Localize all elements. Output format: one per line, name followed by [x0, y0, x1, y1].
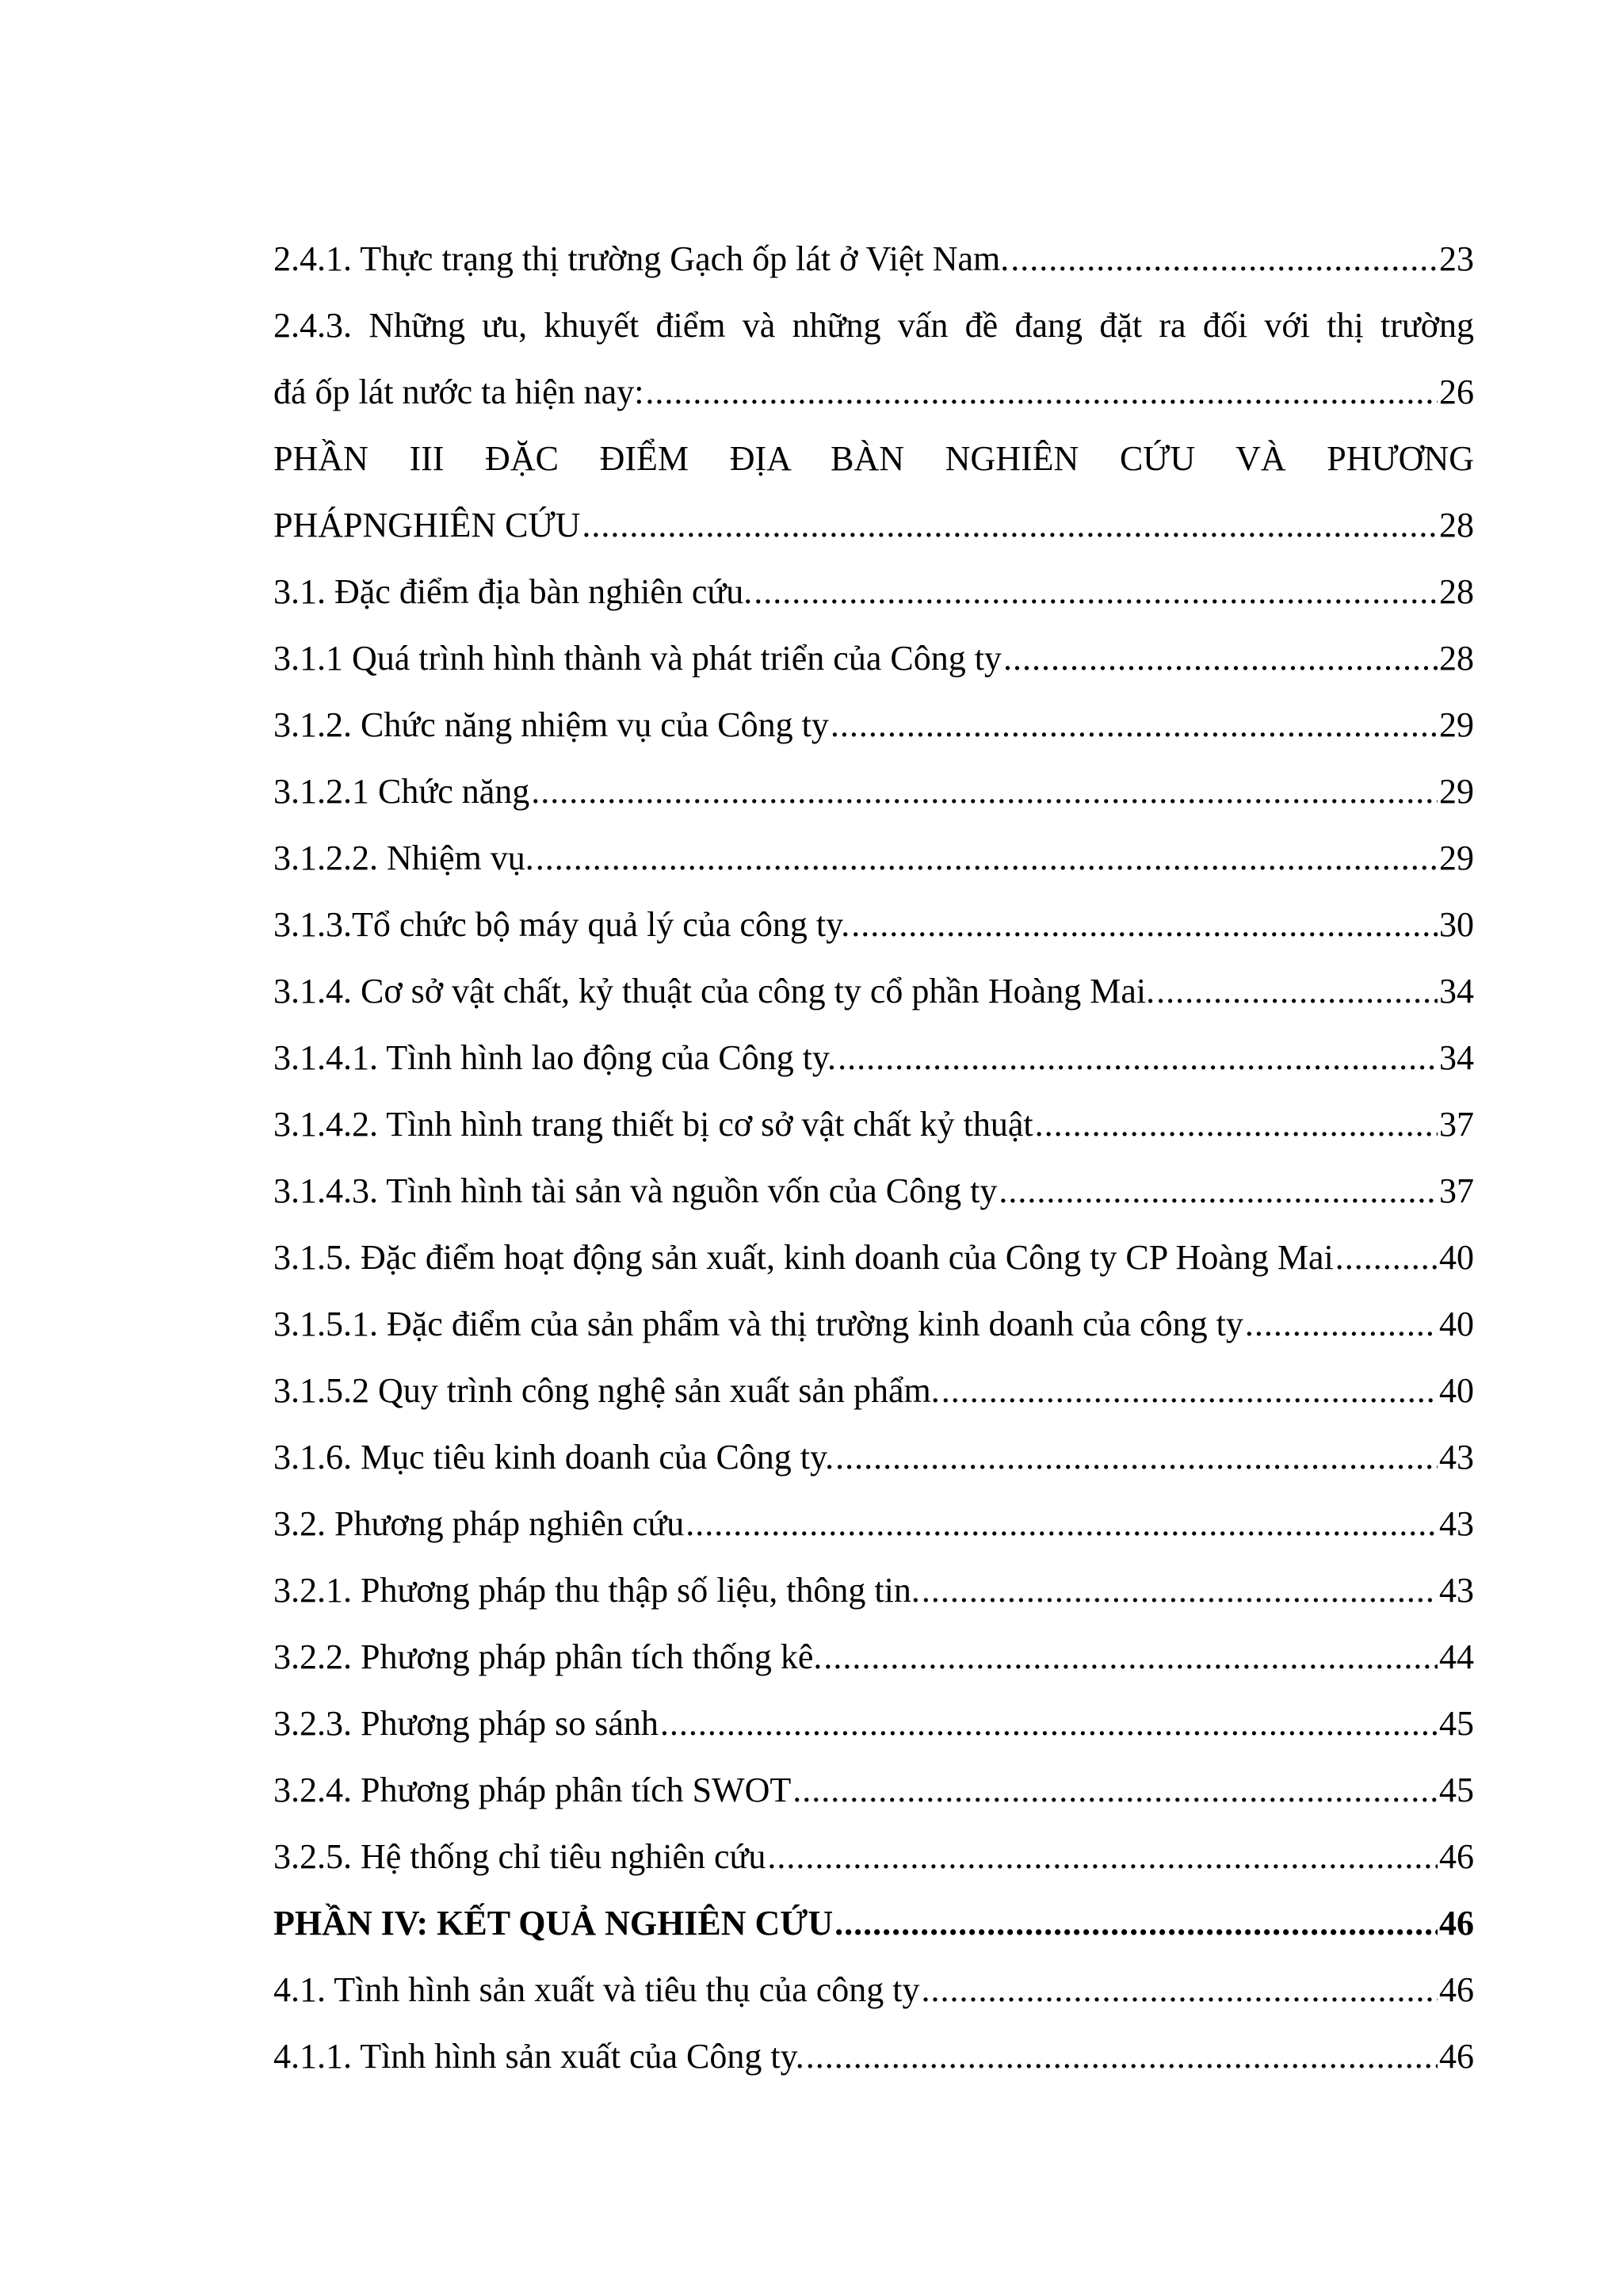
toc-page-number: 46: [1439, 1837, 1474, 1876]
dot-leader: [685, 1491, 1438, 1557]
toc-page-number: 28: [1439, 506, 1474, 544]
toc-page-number: 46: [1439, 2037, 1474, 2076]
toc-page-number: 34: [1439, 972, 1474, 1010]
toc-entry-title: 4.1.1. Tình hình sản xuất của Công ty.: [273, 2037, 804, 2076]
dot-leader: [1335, 1224, 1438, 1291]
toc-page-number: 28: [1439, 572, 1474, 611]
toc-entry: [273, 1824, 1474, 1890]
toc-entry-title: 3.1. Đặc điểm địa bàn nghiên cứu.: [273, 572, 753, 611]
toc-entry-title: 3.1.3.Tổ chức bộ máy quả lý của công ty.: [273, 905, 850, 944]
dot-leader: [645, 359, 1438, 426]
toc-page-number: 29: [1439, 705, 1474, 744]
toc-entry-title: 3.2.3. Phương pháp so sánh: [273, 1704, 659, 1743]
toc-entry-title: 3.1.4.1. Tình hình lao động của Công ty.: [273, 1038, 837, 1077]
toc-page-number: 40: [1439, 1371, 1474, 1410]
toc-entry-title: 3.1.1 Quá trình hình thành và phát triển của Công ty: [273, 639, 1002, 678]
toc-page-number: 28: [1439, 639, 1474, 678]
toc-page-number: 37: [1439, 1171, 1474, 1210]
toc-page-number: 45: [1439, 1704, 1474, 1743]
dot-leader: [922, 1557, 1438, 1624]
dot-leader: [921, 1957, 1438, 2023]
dot-leader: [1035, 1091, 1438, 1158]
toc-entry-title: 3.1.4.3. Tình hình tài sản và nguồn vốn của Công ty: [273, 1171, 998, 1210]
dot-leader: [834, 1890, 1438, 1957]
toc-entry-title: 4.1. Tình hình sản xuất và tiêu thụ của công ty: [273, 1970, 920, 2009]
toc-entry-title: 3.1.2.1 Chức năng: [273, 772, 530, 811]
toc-page-number: 29: [1439, 839, 1474, 877]
toc-entry: [273, 226, 1474, 292]
dot-leader: [1156, 958, 1438, 1025]
dot-leader: [838, 1025, 1438, 1091]
toc-page-number: 43: [1439, 1438, 1474, 1477]
toc-entry-title: 3.1.2. Chức năng nhiệm vụ của Công ty: [273, 705, 829, 744]
toc-entry: [273, 958, 1474, 1025]
toc-entry-title: đá ốp lát nước ta hiện nay:: [273, 372, 644, 411]
dot-leader: [531, 758, 1438, 825]
toc-entry-title: 3.1.4. Cơ sở vật chất, kỷ thuật của công ty cổ phần Hoàng Mai.: [273, 972, 1155, 1010]
toc-entry: [273, 1091, 1474, 1158]
table-of-contents: [273, 226, 1474, 2090]
toc-page-number: 43: [1439, 1504, 1474, 1543]
toc-entry: [273, 559, 1474, 625]
toc-entry-part-heading: [273, 1890, 1474, 1957]
toc-entry-title: PHẦN IV: KẾT QUẢ NGHIÊN CỨU: [273, 1904, 834, 1943]
dot-leader: [1245, 1291, 1438, 1358]
dot-leader: [660, 1690, 1438, 1757]
dot-leader: [1003, 625, 1438, 692]
toc-entry: [273, 292, 1474, 359]
toc-entry-title: 3.2. Phương pháp nghiên cứu: [273, 1504, 685, 1543]
dot-leader: [851, 892, 1438, 958]
toc-entry: [273, 758, 1474, 825]
toc-page-number: 30: [1439, 905, 1474, 944]
toc-entry-title: PHẦN III ĐẶC ĐIỂM ĐỊA BÀN NGHIÊN CỨU VÀ PHƯƠNG: [273, 439, 1474, 478]
toc-entry: [273, 1158, 1474, 1224]
toc-page-number: 45: [1439, 1771, 1474, 1809]
toc-entry: [273, 625, 1474, 692]
toc-entry-title: 3.2.5. Hệ thống chỉ tiêu nghiên cứu: [273, 1837, 766, 1876]
toc-entry-title: 3.1.5.1. Đặc điểm của sản phẩm và thị trường kinh doanh của công ty: [273, 1305, 1243, 1343]
toc-entry-title: 3.1.4.2. Tình hình trang thiết bị cơ sở vật chất kỷ thuật: [273, 1105, 1033, 1144]
toc-entry-title: 3.1.6. Mục tiêu kinh doanh của Công ty.: [273, 1438, 834, 1477]
toc-entry: [273, 1224, 1474, 1291]
dot-leader: [823, 1624, 1438, 1690]
toc-entry: [273, 426, 1474, 492]
toc-page-number: 37: [1439, 1105, 1474, 1144]
toc-entry: [273, 1291, 1474, 1358]
toc-page-number: 23: [1439, 239, 1474, 278]
toc-entry: [273, 359, 1474, 426]
toc-entry-title: PHÁPNGHIÊN CỨU: [273, 506, 581, 544]
dot-leader: [767, 1824, 1438, 1890]
toc-entry-title: 2.4.3. Những ưu, khuyết điểm và những vấn đề đang đặt ra đối với thị trường: [273, 306, 1474, 345]
toc-entry-title: 3.1.2.2. Nhiệm vụ.: [273, 839, 534, 877]
dot-leader: [941, 1358, 1438, 1424]
toc-page-number: 46: [1439, 1970, 1474, 2009]
toc-entry-title: 3.2.4. Phương pháp phân tích SWOT: [273, 1771, 792, 1809]
toc-entry: [273, 692, 1474, 758]
dot-leader: [999, 1158, 1438, 1224]
toc-entry-title: 3.2.1. Phương pháp thu thập số liệu, thông tin.: [273, 1571, 920, 1610]
dot-leader: [536, 825, 1438, 892]
toc-entry-title: 2.4.1. Thực trạng thị trường Gạch ốp lát ở Việt Nam.: [273, 239, 1010, 278]
toc-entry: [273, 1491, 1474, 1557]
toc-entry-title: 3.1.5. Đặc điểm hoạt động sản xuất, kinh doanh của Công ty CP Hoàng Mai: [273, 1238, 1334, 1277]
toc-entry: [273, 1557, 1474, 1624]
toc-entry: [273, 1624, 1474, 1690]
toc-page-number: 44: [1439, 1637, 1474, 1676]
toc-page-number: 43: [1439, 1571, 1474, 1610]
toc-entry: [273, 1957, 1474, 2023]
dot-leader: [754, 559, 1438, 625]
toc-entry: [273, 1757, 1474, 1824]
toc-page-number: 29: [1439, 772, 1474, 811]
toc-page-number: 26: [1439, 372, 1474, 411]
dot-leader: [1010, 226, 1438, 292]
toc-entry: [273, 492, 1474, 559]
toc-entry: [273, 1424, 1474, 1491]
toc-entry: [273, 1690, 1474, 1757]
toc-entry: [273, 892, 1474, 958]
toc-page-number: 46: [1439, 1904, 1474, 1943]
dot-leader: [835, 1424, 1438, 1491]
dot-leader: [806, 2023, 1438, 2090]
dot-leader: [831, 692, 1438, 758]
toc-entry: [273, 2023, 1474, 2090]
dot-leader: [792, 1757, 1438, 1824]
toc-page-number: 40: [1439, 1238, 1474, 1277]
toc-page-number: 40: [1439, 1305, 1474, 1343]
toc-page-number: 34: [1439, 1038, 1474, 1077]
toc-entry-title: 3.2.2. Phương pháp phân tích thống kê.: [273, 1637, 823, 1676]
toc-entry-title: 3.1.5.2 Quy trình công nghệ sản xuất sản phẩm.: [273, 1371, 940, 1410]
toc-entry: [273, 1358, 1474, 1424]
dot-leader: [582, 492, 1438, 559]
toc-entry: [273, 825, 1474, 892]
toc-entry: [273, 1025, 1474, 1091]
